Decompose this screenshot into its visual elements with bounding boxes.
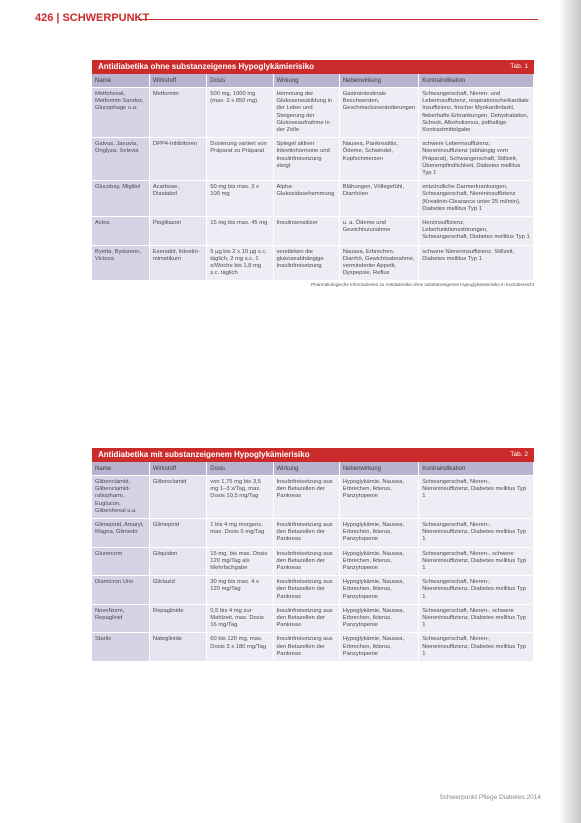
table-cell: Insulinfreisetzung aus den Betazellen der Pankreas [273,476,339,519]
table-2-header-row [92,462,534,476]
table-cell: Glibenclamid [149,476,206,519]
page-header: 426 | SCHWERPUNKT [35,12,150,24]
table-cell: Glimepirid, Amaryl, Magna, Glimedo [92,519,149,548]
table-cell: Glurenorm [92,547,149,576]
table-cell: Nausea, Pankreatitis, Ödeme, Schwindel, Kopfschmerzen [339,138,418,181]
table-row [92,245,534,280]
table-cell: Hypoglykämie, Nausea, Erbrechen, Ikterus, Panzytopenie [339,476,418,519]
table-1-footnote: Pharmakologische Informationen zu Antidiabetika ohne substanzeigenes Hypoglykämierisiko in Kurzübersicht [311,282,534,288]
table-cell: Gastrointestinale Beschwerden, Geschmacksveränderungen [339,88,418,138]
table-cell: Schwangerschaft, Nieren-, Niereninsuffizienz, Diabetes mellitus Typ 1 [419,476,534,519]
table-1-tag: Tab. 1 [510,63,528,70]
table-cell: Diamicron Uno [92,576,149,605]
table-cell: Nateglinide [149,633,206,661]
table-row [92,547,534,576]
table-1 [92,60,534,287]
column-header: Name [92,74,149,88]
table-cell: 15 mg bis max. 45 mg [207,217,273,246]
table-cell: schwere Niereninsuffizienz, Stillzeit, Diabetes mellitus Typ 1 [419,245,534,280]
table-cell: Schwangerschaft, Nieren-, schwere Niereninsuffizienz, Diabetes mellitus Typ 1 [419,547,534,576]
table-cell: Starlix [92,633,149,661]
page-footer: Schwerpunkt Pflege Diabetes 2014 [439,794,541,801]
table-cell: von 1,75 mg bis 3,5 mg 1–3 x/Tag, max. Dosis 10,5 mg/Tag [207,476,273,519]
section-title: SCHWERPUNKT [62,12,150,24]
column-header: Nebenwirkung [339,74,418,88]
column-header: Nebenwirkung [339,462,418,476]
table-cell: Alpha-Glukosidasehemmung [273,181,339,217]
table-cell: DPP4-Inhibitoren [149,138,206,181]
table-cell: 60 bis 120 mg, max. Dosis 3 x 180 mg/Tag [207,633,273,661]
table-cell: Insulinfreisetzung aus den Betazellen der Pankreas [273,519,339,548]
table-1-header-row [92,74,534,88]
table-cell: Insulinfreisetzung aus den Betazellen der Pankreas [273,547,339,576]
table-2-tag: Tab. 2 [510,451,528,458]
table-cell: Spiegel aktiver Inkretinhormone und Insulinfreisetzung steigt [273,138,339,181]
column-header: Kontraindikation [419,74,534,88]
table-cell: Schwangerschaft, Nieren-, Niereninsuffizienz, Diabetes mellitus Typ 1 [419,519,534,548]
table-cell: Schwangerschaft, Nieren-, Niereninsuffizienz, Diabetes mellitus Typ 1 [419,576,534,605]
table-cell: Glucobay, Miglitol [92,181,149,217]
table-cell: NovoNorm, Repaglinid [92,604,149,633]
table-row [92,138,534,181]
table-row [92,88,534,138]
column-header: Kontraindikation [419,462,534,476]
table-cell: Nausea, Erbrechen, Diarrhö, Gewichtsabnahme, verminderter Appetit, Dyspepsie, Reflux [339,245,418,280]
table-row [92,519,534,548]
table-cell: Pioglitazon [149,217,206,246]
table-cell: Hypoglykämie, Nausea, Erbrechen, Ikterus, Panzytopenie [339,633,418,661]
table-row [92,217,534,246]
book-spine-shadow [559,0,581,823]
table-row [92,633,534,661]
table-cell: Insulinfreisetzung aus den Betazellen der Pankreas [273,604,339,633]
table-cell: verstärken die glukoseabhängige Insulinfreisetzung [273,245,339,280]
table-cell: Herzinsuffizienz, Leberfunktionsstörungen, Schwangerschaft, Diabetes mellitus Typ 1 [419,217,534,246]
table-cell: Blähungen, Völlegefühl, Diarrhöen [339,181,418,217]
table-cell: Metfohexal, Metformin Sandoz, Glucophage u.a. [92,88,149,138]
column-header: Wirkung [273,74,339,88]
table-cell: Hypoglykämie, Nausea, Erbrechen, Ikterus, Panzytopenie [339,576,418,605]
table-cell: Gliclazid [149,576,206,605]
page-number: 426 [35,12,54,24]
table-cell: Metformin [149,88,206,138]
table-cell: Schwangerschaft, Nieren-, schwere Niereninsuffizienz, Diabetes mellitus Typ 1 [419,604,534,633]
column-header: Wirkstoff [149,462,206,476]
table-2 [92,448,534,661]
table-cell: 50 mg bis max. 3 x 100 mg [207,181,273,217]
table-cell: Glibenclamid, Glibenclamid-ratiopharm, Euglucon, Glibenhexal u.a. [92,476,149,519]
table-row [92,181,534,217]
table-cell: Hypoglykämie, Nausea, Erbrechen, Ikterus, Panzytopenie [339,519,418,548]
table-cell: 5 µg bis 2 x 10 µg s.c. täglich, 2 mg s.c. 1 x/Woche bis 1,8 mg s.c. täglich [207,245,273,280]
table-cell: Acarbose, Diastabol [149,181,206,217]
table-cell: Glimepirid [149,519,206,548]
table-cell: Byetta, Bydureon, Victoza [92,245,149,280]
table-cell: 30 mg bis max. 4 x 120 mg/Tag [207,576,273,605]
column-header: Wirkstoff [149,74,206,88]
table-2-title-bar [92,448,534,462]
table-cell: Actos [92,217,149,246]
table-cell: Insulinfreisetzung aus den Betazellen der Pankreas [273,633,339,661]
table-cell: Insulinfreisetzung aus den Betazellen der Pankreas [273,576,339,605]
table-cell: Insulinsensitizer [273,217,339,246]
table-cell: 0,5 bis 4 mg zur Mahlzeit, max. Dosis 16 mg/Tag [207,604,273,633]
table-cell: Galvus, Januvia, Onglyza, Xelevia [92,138,149,181]
column-header: Dosis [207,462,273,476]
table-2-title: Antidiabetika mit substanzeigenem Hypoglykämierisiko [98,450,310,459]
table-cell: Gliquidon [149,547,206,576]
table-cell: Hypoglykämie, Nausea, Erbrechen, Ikterus, Panzytopenie [339,604,418,633]
table-cell: Exenatid, Inkretin-mimetikum [149,245,206,280]
column-header: Dosis [207,74,273,88]
table-1-grid [92,74,534,280]
table-cell: Schwangerschaft, Nieren-, Niereninsuffizienz, Diabetes mellitus Typ 1 [419,633,534,661]
column-header: Name [92,462,149,476]
table-row [92,476,534,519]
table-cell: 1 bis 4 mg morgens, max. Dosis 6 mg/Tag [207,519,273,548]
table-1-title: Antidiabetika ohne substanzeigenes Hypoglykämierisiko [98,62,315,71]
table-cell: Repaglinide [149,604,206,633]
column-header: Wirkung [273,462,339,476]
table-cell: u. a. Ödeme und Gewichtszunahme [339,217,418,246]
table-cell: Dosierung variiert von Präparat zu Präparat [207,138,273,181]
table-cell: Schwangerschaft, Nieren- und Leberinsuffizienz, respiratorische/kardiale Insuffizienz, frischer Myokardinfarkt, fieberhafte Erkrankungen, Dehydratation, Schock, Alkoholismus, jodhaltige Kontrastmittelgabe [419,88,534,138]
table-cell: 15 mg, bis max. Dosis 120 mg/Tag als Mehrfachgabe [207,547,273,576]
table-row [92,576,534,605]
table-1-title-bar [92,60,534,74]
header-rule [138,19,538,20]
table-2-grid [92,462,534,661]
table-cell: Hemmung der Glukoseneubildung in der Leber und Steigerung der Glukoseaufnahme in der Zelle [273,88,339,138]
table-cell: Hypoglykämie, Nausea, Erbrechen, Ikterus, Panzytopenie [339,547,418,576]
table-cell: schwere Leberinsuffizienz, Niereninsuffizienz (abhängig vom Präparat), Schwangerschaft, Stillzeit, Überempfindlichkeit, Diabetes mellitus Typ 1 [419,138,534,181]
table-cell: entzündliche Darmerkrankungen, Schwangerschaft, Niereninsuffizienz (Kreatinin-Clearance unter 25 ml/min), Diabetes mellitus Typ 1 [419,181,534,217]
table-row [92,604,534,633]
table-cell: 500 mg, 1000 mg (max. 3 x 850 mg) [207,88,273,138]
